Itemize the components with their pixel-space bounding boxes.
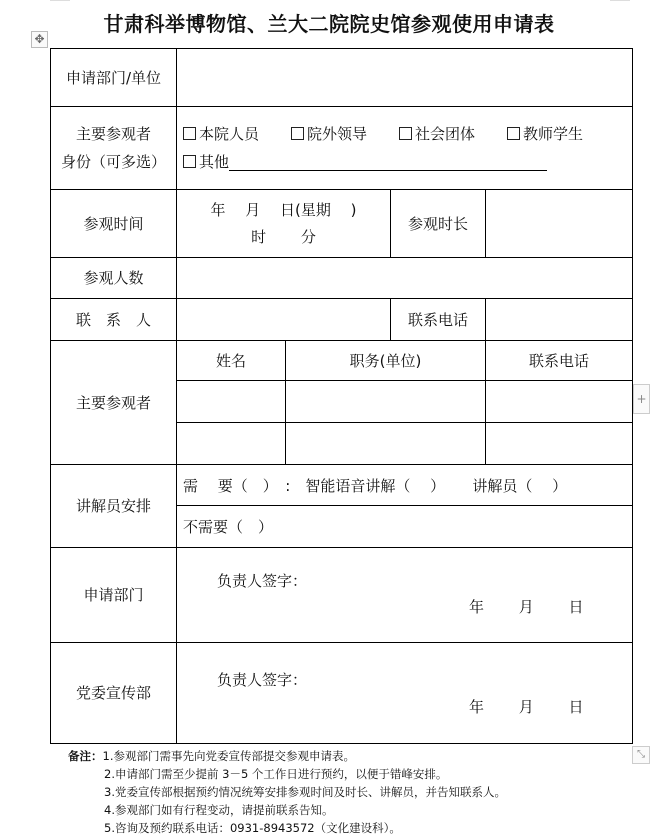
note-item: 5.咨询及预约联系电话：0931-8943572（文化建设科）。	[104, 821, 401, 835]
visitor-phone-cell[interactable]	[486, 423, 633, 465]
dept-input-cell[interactable]	[177, 49, 633, 107]
plus-icon[interactable]: +	[633, 384, 650, 414]
row-visit-time	[51, 190, 633, 258]
visitors-label: 主要参观者	[51, 341, 177, 465]
option-social-group[interactable]	[399, 125, 475, 143]
form-title: 甘肃科举博物馆、兰大二院院史馆参观使用申请表	[103, 12, 555, 36]
phone-input-cell[interactable]	[486, 299, 633, 341]
phone-label: 联系电话	[391, 299, 486, 341]
identity-options-line2	[177, 148, 632, 176]
guide-no-cell[interactable]: 不需要（ ）	[177, 506, 633, 548]
note-item: 2.申请部门需至少提前 3－5 个工作日进行预约，以便于错峰安排。	[104, 767, 448, 781]
row-identity	[51, 107, 633, 190]
row-department	[51, 49, 633, 107]
note-item: 4.参观部门如有行程变动，请提前联系告知。	[104, 803, 334, 817]
time-input-cell[interactable]	[177, 190, 391, 258]
contact-input-cell[interactable]	[177, 299, 391, 341]
option-label: 其他	[199, 153, 230, 171]
application-form-table	[50, 48, 633, 744]
date-line: 年 月 日	[469, 698, 584, 716]
resize-icon[interactable]: ⤡	[632, 746, 650, 764]
visitor-position-cell[interactable]	[286, 423, 486, 465]
note-line	[68, 819, 506, 837]
visitor-phone-cell[interactable]	[486, 381, 633, 423]
row-guide-need	[51, 465, 633, 506]
visitor-header-phone: 联系电话	[486, 341, 633, 381]
time-clock-line: 时 分	[251, 227, 316, 246]
note-line	[68, 747, 506, 765]
row-applicant-dept	[51, 548, 633, 643]
date-line: 年 月 日	[469, 598, 584, 616]
row-visitor-count	[51, 258, 633, 299]
notes-prefix: 备注：	[68, 749, 103, 763]
contact-label: 联 系 人	[51, 299, 177, 341]
count-input-cell[interactable]	[177, 258, 633, 299]
time-date-line: 年 月 日(星期 )	[210, 200, 357, 219]
identity-label-line1: 主要参观者	[75, 125, 151, 143]
option-external-leader[interactable]	[291, 125, 367, 143]
visitor-name-cell[interactable]	[177, 423, 286, 465]
time-label: 参观时间	[51, 190, 177, 258]
note-line	[68, 765, 506, 783]
checkbox-icon[interactable]	[183, 127, 196, 140]
identity-options-cell	[177, 107, 633, 190]
checkbox-icon[interactable]	[399, 127, 412, 140]
option-label: 社会团体	[415, 125, 476, 143]
checkbox-icon[interactable]	[507, 127, 520, 140]
party-signature-cell[interactable]	[177, 643, 633, 744]
note-item: 1.参观部门需事先向党委宣传部提交参观申请表。	[102, 749, 355, 763]
note-item: 3.党委宣传部根据预约情况统筹安排参观时间及时长、讲解员，并告知联系人。	[104, 785, 506, 799]
visitor-position-cell[interactable]	[286, 381, 486, 423]
count-label: 参观人数	[51, 258, 177, 299]
applicant-dept-label: 申请部门	[51, 548, 177, 643]
party-dept-label: 党委宣传部	[51, 643, 177, 744]
signature-label: 负责人签字：	[217, 572, 308, 590]
identity-label	[51, 107, 177, 190]
guide-label: 讲解员安排	[51, 465, 177, 548]
notes-section	[68, 747, 506, 837]
duration-label: 参观时长	[391, 190, 486, 258]
signature-label: 负责人签字：	[217, 671, 308, 689]
option-label: 教师学生	[523, 125, 584, 143]
other-underline-field[interactable]	[229, 154, 547, 171]
option-other[interactable]	[183, 153, 229, 171]
option-teacher-student[interactable]	[507, 125, 583, 143]
page-top-rule-left	[50, 0, 70, 1]
row-visitors-header	[51, 341, 633, 381]
identity-options-line1	[177, 120, 632, 148]
row-party-publicity	[51, 643, 633, 744]
note-line	[68, 801, 506, 819]
note-line	[68, 783, 506, 801]
checkbox-icon[interactable]	[291, 127, 304, 140]
option-label: 本院人员	[199, 125, 260, 143]
dept-label: 申请部门/单位	[51, 49, 177, 107]
move-cross-icon[interactable]: ✥	[31, 31, 48, 48]
visitor-header-name: 姓名	[177, 341, 286, 381]
option-internal-staff[interactable]	[183, 125, 259, 143]
page-top-rule-right	[610, 0, 630, 1]
guide-need-cell[interactable]: 需 要（ ） : 智能语音讲解（ ） 讲解员（ ）	[177, 465, 633, 506]
row-contact	[51, 299, 633, 341]
duration-input-cell[interactable]	[486, 190, 633, 258]
visitor-header-position: 职务(单位)	[286, 341, 486, 381]
applicant-signature-cell[interactable]	[177, 548, 633, 643]
option-label: 院外领导	[307, 125, 368, 143]
visitor-name-cell[interactable]	[177, 381, 286, 423]
checkbox-icon[interactable]	[183, 155, 196, 168]
identity-label-line2: 身份（可多选）	[60, 153, 166, 171]
